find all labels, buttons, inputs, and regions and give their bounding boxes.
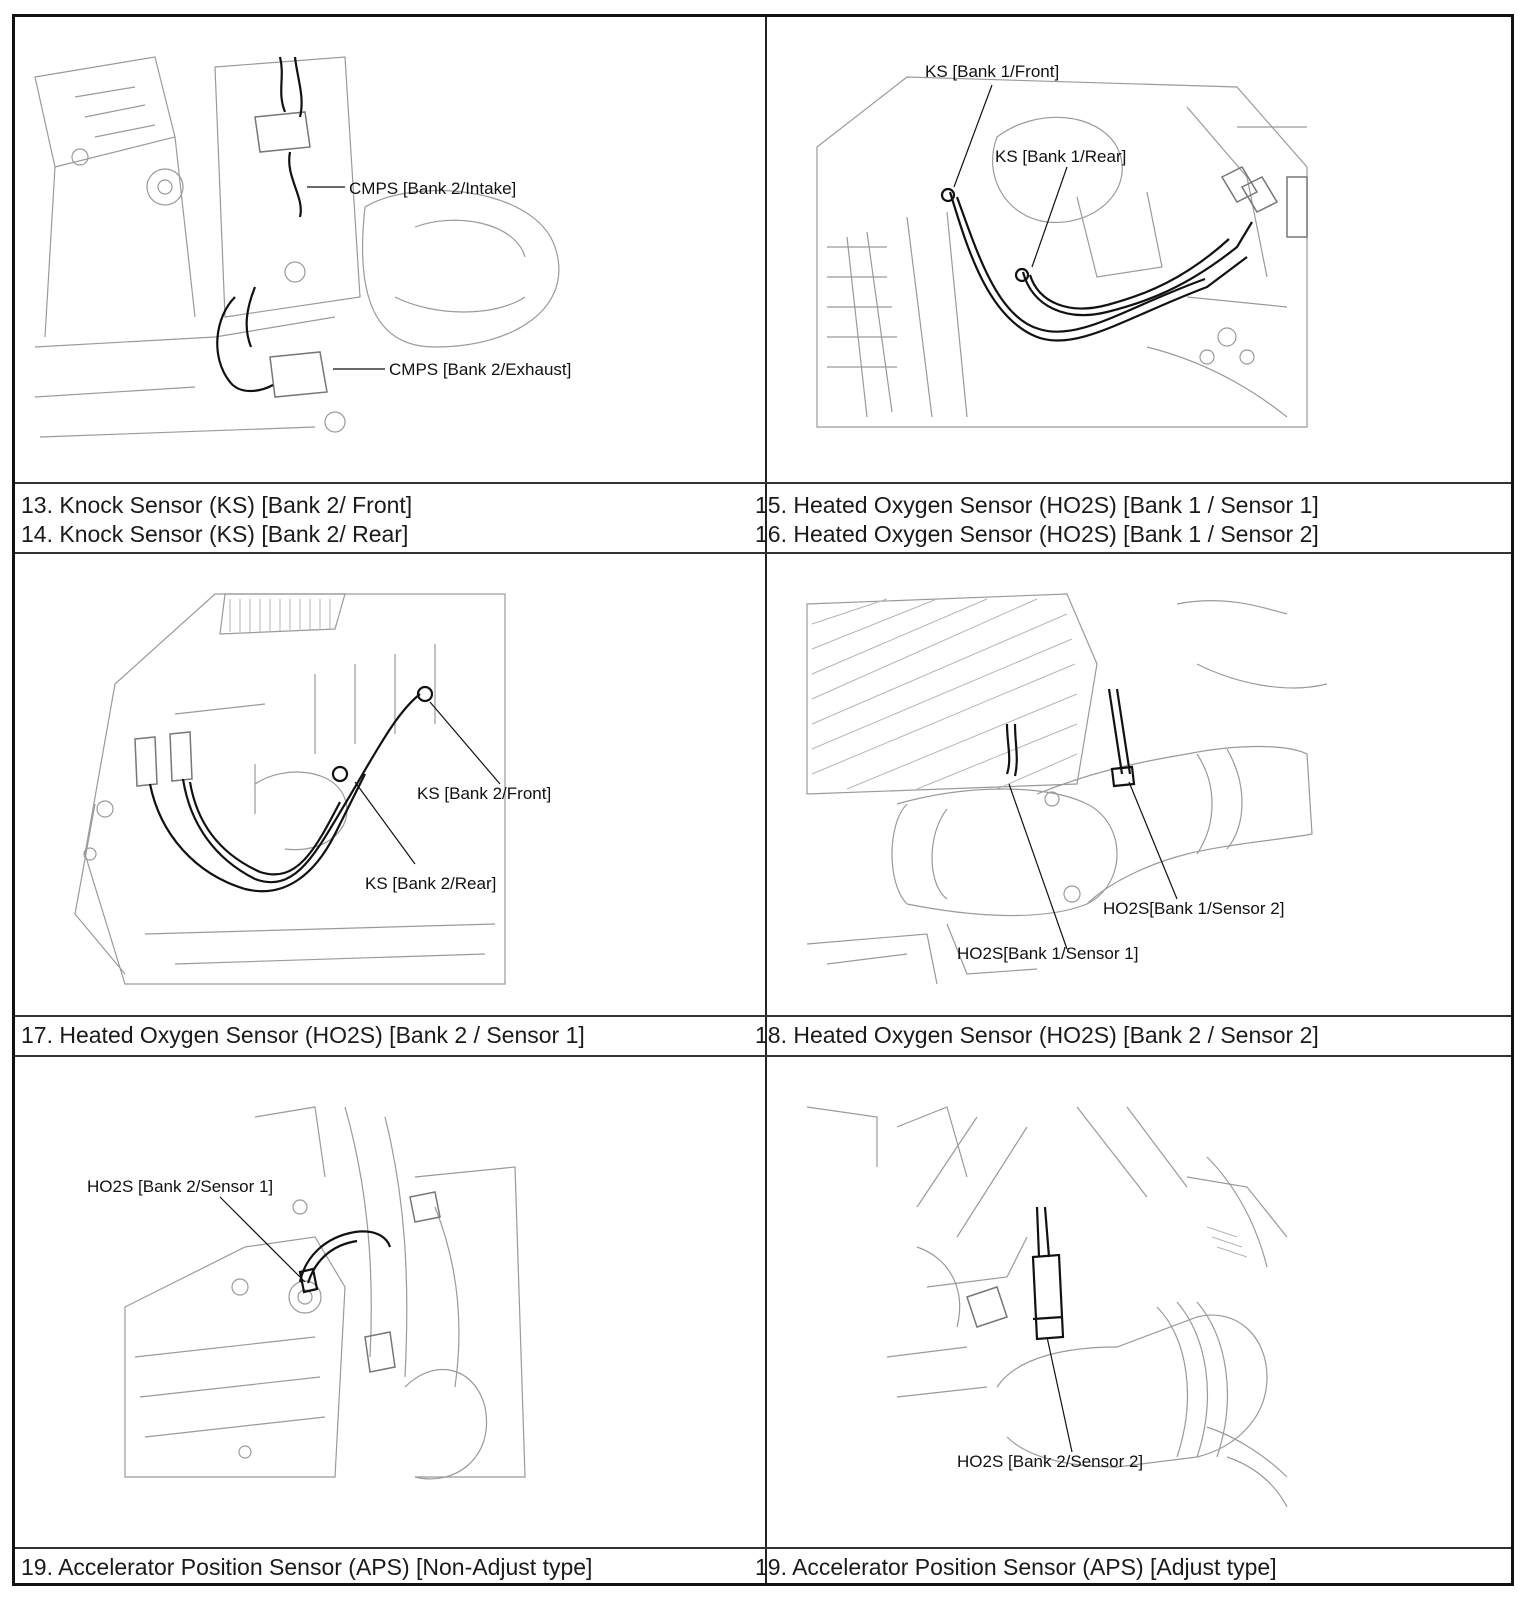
caption-15: 15. Heated Oxygen Sensor (HO2S) [Bank 1 / Sensor 1] <box>755 492 1319 518</box>
label-cmps-intake: CMPS [Bank 2/Intake] <box>349 179 517 198</box>
label-ho2s-bank2-sensor1: HO2S [Bank 2/Sensor 1] <box>87 1177 274 1196</box>
row-divider <box>15 482 1511 484</box>
caption-19-non-adjust: 19. Accelerator Position Sensor (APS) [Non-Adjust type] <box>21 1554 593 1580</box>
figure-ks-bank2 <box>15 554 765 1015</box>
exhaust-drawing-ho2s-bank2-s2 <box>767 1057 1514 1547</box>
engine-drawing-cmps <box>15 17 765 482</box>
label-ho2s-bank1-sensor1: HO2S[Bank 1/Sensor 1] <box>957 944 1139 963</box>
figure-ho2s-bank1 <box>767 554 1514 1015</box>
caption-18: 18. Heated Oxygen Sensor (HO2S) [Bank 2 / Sensor 2] <box>755 1022 1319 1048</box>
row-divider <box>15 1015 1511 1017</box>
label-ks-bank1-rear: KS [Bank 1/Rear] <box>995 147 1127 166</box>
label-cmps-exhaust: CMPS [Bank 2/Exhaust] <box>389 360 572 379</box>
label-ho2s-bank1-sensor2: HO2S[Bank 1/Sensor 2] <box>1103 899 1285 918</box>
caption-19-adjust: 19. Accelerator Position Sensor (APS) [Adjust type] <box>755 1554 1277 1580</box>
row-divider <box>15 1547 1511 1549</box>
caption-16: 16. Heated Oxygen Sensor (HO2S) [Bank 1 / Sensor 2] <box>755 521 1319 547</box>
exhaust-drawing-ho2s-bank2-s1 <box>15 1057 765 1547</box>
figure-ho2s-bank2-sensor1 <box>15 1057 765 1547</box>
caption-14: 14. Knock Sensor (KS) [Bank 2/ Rear] <box>21 521 409 547</box>
label-ho2s-bank2-sensor2: HO2S [Bank 2/Sensor 2] <box>957 1452 1144 1471</box>
figure-cmps-bank2 <box>15 17 765 482</box>
exhaust-drawing-ho2s-bank1 <box>767 554 1514 1015</box>
caption-13: 13. Knock Sensor (KS) [Bank 2/ Front] <box>21 492 413 518</box>
figure-ks-bank1 <box>767 17 1514 482</box>
sensor-location-sheet <box>12 14 1514 1586</box>
label-ks-bank2-front: KS [Bank 2/Front] <box>417 784 552 803</box>
label-ks-bank2-rear: KS [Bank 2/Rear] <box>365 874 497 893</box>
caption-17: 17. Heated Oxygen Sensor (HO2S) [Bank 2 / Sensor 1] <box>21 1022 585 1048</box>
figure-ho2s-bank2-sensor2 <box>767 1057 1514 1547</box>
engine-drawing-ks-bank1 <box>767 17 1514 482</box>
engine-drawing-ks-bank2 <box>15 554 765 1015</box>
label-ks-bank1-front: KS [Bank 1/Front] <box>925 62 1060 81</box>
